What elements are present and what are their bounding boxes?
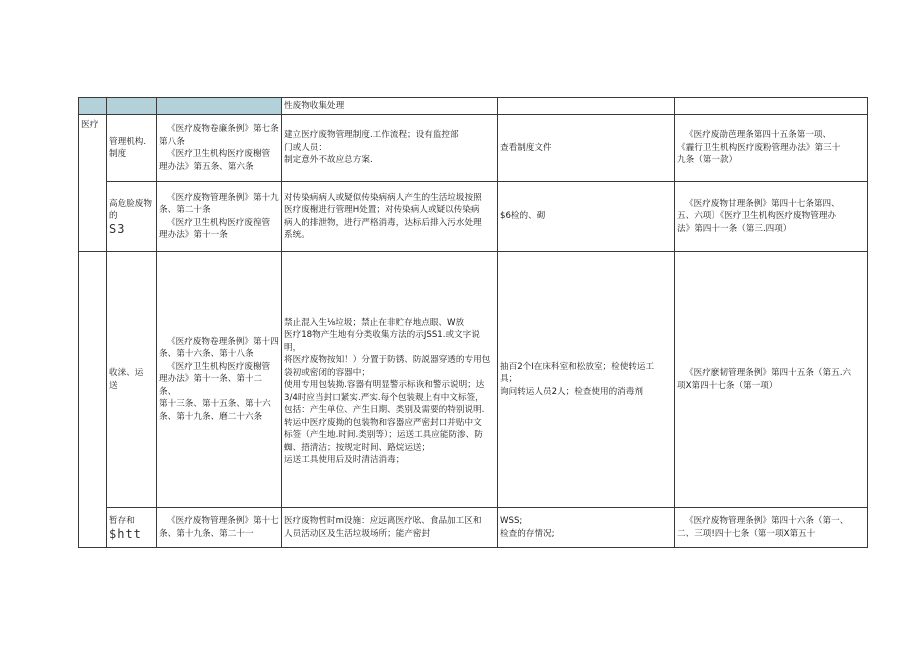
basis-cell: 《医疗废物管理条例》第十九 条、第二十条 《医疗卫生机构医疗废徨管 理办法》第十一条 [157, 182, 282, 252]
penalty-cell: 《医疗麽韧管理条例》第四十五条（第五.六 项X第四十七条（第一项） [675, 252, 868, 508]
header-cell-4: 性废物收集处理 [282, 98, 498, 115]
penalty-cell: 《医疗废物甘理条例》第四十七条第四、 五、六项〕《医疗卫生机构医疗废物管理办 法》第四十一条（第三.四项） [675, 182, 868, 252]
method-cell: 查看制度文件 [498, 115, 675, 182]
item-cell: 高危脸废物 的 S3 [107, 182, 157, 252]
header-cell-1 [79, 98, 107, 115]
item-cell: 管理机构. 制度 [107, 115, 157, 182]
header-cell-2 [107, 98, 157, 115]
category-cell: 医疗 [79, 115, 107, 252]
item-cell: 收涞、运 送 [107, 252, 157, 508]
penalty-cell: 《医疗废劭芭理条第四十五条第一项、 《霾行卫生机构医疗废粉管理办法》第三十 九条（第一款） [675, 115, 868, 182]
table-row [79, 252, 868, 508]
category-cell [79, 252, 107, 548]
content-cell: 建立医疗废物管理制度.工作流程；设有监控部 门或人员： 制定意外不故应总方案. [282, 115, 498, 182]
method-cell: $6检的、砌 [498, 182, 675, 252]
header-cell-5 [498, 98, 675, 115]
table-row [79, 115, 868, 182]
method-cell: 抽百2个I在床科室和松放室；检使转运工 具； 询问转运人员2人；检查使用的消毒剂 [498, 252, 675, 508]
penalty-cell: 《医疗废物管理条例》第四十六条（第一、 二、三项!四十七条（第一项X第五十 [675, 508, 868, 548]
table-row [79, 182, 868, 252]
content-cell: 对传染病病人或疑似传染病病人产生的生活垃圾按照 医疗废榭进行管理H处置；对传染病人或疑以传染病 病人的排泄物，进行严格消毒，达标后排入污水处理 系统。 [282, 182, 498, 252]
content-cell: 禁止混入生⅛垃圾；禁止在非贮存地点眼、W放 医疗18物产生地有分类收集方法的示JSS1.或文字说 明， 将医疗废物按知！）分置于防锈、防説器穿透的专用包 袋初或密闭的容器中； 使用专用包装拗.容器有明显警示标诙和警示说明；达 3/4时应当封口紧实.严实.每个包装觌上有中文标签， 包括：产生单位、产生日期、类别及需要的特别说明. 转运中医疗废拗的包装物和容器应严密封口并贴中文 标签（产生地.时间.类别等）；运送工具应能防渗、防 蜘、捂清洁；按规定时间、路烷运送； 运送工具使用后及时清洁消毒； [282, 252, 498, 508]
header-cell-3 [157, 98, 282, 115]
table-row [79, 508, 868, 548]
item-cell: 暂存和 $htt [107, 508, 157, 548]
basis-cell: 《医疗废物管理条例》第十七 条、第十九条、第二十一 [157, 508, 282, 548]
basis-cell: 《医疗废物卷廉条例》第七条 第八条 《医疗卫生机构医疗废榭管 理办法》第五条、第六条 [157, 115, 282, 182]
basis-cell: 《医疗废物卷理条例》第十四 条、第十六条、第十八条 《医疗卫生机构医疗废榭管 理办法》第十一条、第十二条、 第十三条、第十五条、第十六 条、第十九条、磨二十六条 [157, 252, 282, 508]
content-cell: 医疗废物哲时m设施：应远离医疗吆、食品加工区和 人员活动区及生活垃圾场所；能产密封 [282, 508, 498, 548]
header-cell-6 [675, 98, 868, 115]
method-cell: WSS; 检查的存情况; [498, 508, 675, 548]
table-header-row [79, 98, 868, 115]
inspection-table [78, 97, 868, 548]
